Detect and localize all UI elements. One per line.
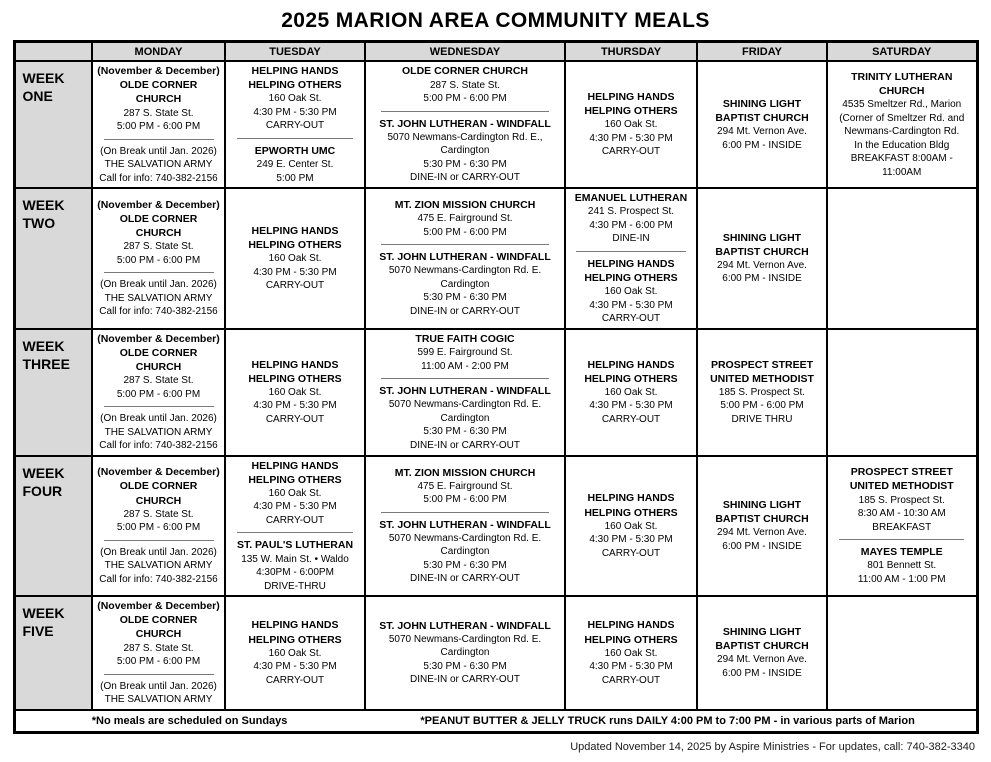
detail-line: 160 Oak St. bbox=[604, 286, 658, 298]
detail-line: DINE-IN or CARRY-OUT bbox=[409, 674, 520, 686]
detail-line: DINE-IN or CARRY-OUT bbox=[409, 439, 520, 451]
detail-line: 475 E. Fairground St. bbox=[417, 480, 513, 492]
detail-line: (On Break until Jan. 2026) bbox=[100, 145, 217, 157]
meal-entry bbox=[701, 231, 823, 286]
detail-line: 6:00 PM - INSIDE bbox=[722, 540, 802, 552]
detail-line: 5:00 PM - 6:00 PM bbox=[423, 93, 507, 104]
detail-line: 5:30 PM - 6:30 PM bbox=[423, 559, 507, 571]
detail-line: 160 Oak St. bbox=[268, 253, 322, 265]
venue-name-line: HELPING HANDS bbox=[587, 358, 675, 371]
meal-entry bbox=[369, 619, 561, 687]
detail-line: 6:00 PM - INSIDE bbox=[722, 139, 802, 151]
detail-line: 5:30 PM - 6:30 PM bbox=[423, 158, 507, 170]
detail-line: DRIVE-THRU bbox=[264, 580, 326, 592]
detail-line: THE SALVATION ARMY bbox=[104, 426, 213, 438]
venue-name-line: OLDE CORNER CHURCH bbox=[119, 212, 198, 240]
detail-line: 11:00 AM - 2:00 PM bbox=[421, 360, 509, 372]
meal-entry bbox=[369, 117, 561, 185]
venue-name-line: UNITED METHODIST bbox=[849, 480, 954, 493]
meal-cell-week5-wednesday bbox=[365, 596, 565, 710]
detail-line: 5:00 PM - 6:00 PM bbox=[116, 656, 201, 668]
detail-line: 241 S. Prospect St. bbox=[587, 206, 675, 218]
detail-line: 4535 Smeltzer Rd., Marion bbox=[842, 99, 962, 111]
meal-entry bbox=[569, 358, 693, 427]
detail-line: 135 W. Main St. • Waldo bbox=[241, 553, 349, 565]
meal-entry bbox=[569, 257, 693, 326]
detail-line: 5:00 PM - 6:00 PM bbox=[116, 121, 201, 133]
week-label-4: WEEK FOUR bbox=[14, 456, 92, 597]
detail-line: 4:30 PM - 5:30 PM bbox=[589, 534, 673, 546]
meal-entry bbox=[369, 518, 561, 586]
venue-name-line: ST. JOHN LUTHERAN - WINDFALL bbox=[379, 619, 551, 632]
detail-line: 8:30 AM - 10:30 AM bbox=[857, 508, 946, 520]
venue-name-line: HELPING OTHERS bbox=[584, 506, 678, 519]
meal-cell-week3-thursday bbox=[565, 329, 697, 456]
venue-name-line: OLDE CORNER CHURCH bbox=[119, 79, 198, 106]
meal-cell-week5-friday bbox=[697, 596, 827, 710]
venue-name-line: SHINING LIGHT bbox=[722, 97, 802, 110]
meal-cell-week4-monday bbox=[92, 456, 225, 597]
venue-name-line: MT. ZION MISSION CHURCH bbox=[394, 466, 536, 479]
meal-cell-week3-saturday bbox=[827, 329, 977, 456]
detail-line: Call for info: 740-382-2156 bbox=[99, 440, 218, 452]
week-label-5: WEEK FIVE bbox=[14, 596, 92, 710]
venue-name-line: HELPING HANDS bbox=[251, 358, 339, 371]
detail-line: Newmans-Cardington Rd. bbox=[844, 126, 960, 138]
detail-line: In the Education Bldg bbox=[854, 139, 950, 151]
venue-name-line: HELPING HANDS bbox=[587, 91, 675, 104]
meal-entry bbox=[96, 465, 221, 535]
week-row-4 bbox=[14, 456, 977, 597]
meal-cell-week2-friday bbox=[697, 188, 827, 329]
detail-line: THE SALVATION ARMY bbox=[104, 560, 213, 572]
detail-line: 160 Oak St. bbox=[604, 386, 658, 398]
footer-note-pbj-truck: *PEANUT BUTTER & JELLY TRUCK runs DAILY 4:00 PM to 7:00 PM - in various parts of Marion bbox=[420, 714, 915, 727]
venue-name-line: HELPING HANDS bbox=[587, 257, 675, 270]
detail-line: (On Break until Jan. 2026) bbox=[100, 279, 217, 291]
meal-cell-week4-tuesday bbox=[225, 456, 365, 597]
detail-line: CARRY-OUT bbox=[601, 146, 661, 158]
week-row-1 bbox=[14, 61, 977, 188]
detail-line: DINE-IN or CARRY-OUT bbox=[409, 573, 520, 585]
venue-name-line: BAPTIST CHURCH bbox=[715, 513, 809, 526]
column-header-tuesday: TUESDAY bbox=[225, 42, 365, 62]
meal-entry bbox=[701, 498, 823, 553]
week-label-1: WEEK ONE bbox=[14, 61, 92, 188]
detail-line: Cardington bbox=[440, 412, 490, 424]
detail-line: 5:00 PM - 6:00 PM bbox=[116, 388, 201, 400]
detail-line: CARRY-OUT bbox=[601, 413, 661, 425]
detail-line: CARRY-OUT bbox=[265, 120, 325, 132]
detail-line: 294 Mt. Vernon Ave. bbox=[717, 259, 807, 271]
detail-line: DINE-IN or CARRY-OUT bbox=[409, 305, 520, 317]
detail-line: 5:00 PM - 6:00 PM bbox=[720, 400, 804, 412]
venue-name-line: HELPING HANDS bbox=[251, 459, 339, 472]
meal-cell-week5-thursday bbox=[565, 596, 697, 710]
detail-line: DINE-IN or CARRY-OUT bbox=[409, 172, 520, 184]
detail-line: 5070 Newmans-Cardington Rd. E. bbox=[388, 532, 542, 544]
meal-entry bbox=[96, 680, 221, 707]
meal-entry bbox=[831, 465, 973, 534]
detail-line: 287 S. State St. bbox=[123, 508, 194, 520]
entry-divider bbox=[104, 139, 214, 140]
detail-line: (On Break until Jan. 2026) bbox=[100, 680, 217, 692]
detail-line: 4:30 PM - 5:30 PM bbox=[589, 132, 673, 144]
meal-cell-week2-tuesday bbox=[225, 188, 365, 329]
meal-cell-week5-tuesday bbox=[225, 596, 365, 710]
detail-line: 5:00 PM - 6:00 PM bbox=[423, 226, 507, 238]
detail-line: Call for info: 740-382-2156 bbox=[99, 306, 218, 318]
meal-entry bbox=[369, 250, 561, 318]
venue-name-line: EMANUEL LUTHERAN bbox=[574, 192, 688, 205]
detail-line: 801 Bennett St. bbox=[867, 560, 937, 572]
detail-line: 5:00 PM - 6:00 PM bbox=[116, 522, 201, 534]
venue-name-line: HELPING OTHERS bbox=[248, 473, 342, 486]
detail-line: CARRY-OUT bbox=[601, 674, 661, 686]
meal-cell-week3-wednesday bbox=[365, 329, 565, 456]
column-header-saturday: SATURDAY bbox=[827, 42, 977, 62]
meal-entry bbox=[229, 459, 361, 528]
detail-line: 5:00 PM - 6:00 PM bbox=[116, 254, 201, 266]
detail-line: Cardington bbox=[440, 546, 490, 558]
entry-divider bbox=[381, 378, 550, 379]
detail-line: 4:30 PM - 5:30 PM bbox=[589, 299, 673, 311]
footer-row bbox=[14, 710, 977, 733]
detail-line: THE SALVATION ARMY bbox=[104, 694, 213, 706]
detail-line: 5070 Newmans-Cardington Rd. E. bbox=[388, 265, 542, 277]
detail-line: CARRY-OUT bbox=[265, 674, 325, 686]
venue-name-line: (November & December) bbox=[97, 466, 220, 479]
venue-name-line: HELPING HANDS bbox=[251, 224, 339, 237]
detail-line: (On Break until Jan. 2026) bbox=[100, 546, 217, 558]
meal-entry bbox=[569, 491, 693, 560]
meal-cell-week1-thursday bbox=[565, 61, 697, 188]
venue-name-line: HELPING OTHERS bbox=[584, 372, 678, 385]
meal-cell-week2-monday bbox=[92, 188, 225, 329]
venue-name-line: HELPING HANDS bbox=[251, 619, 339, 632]
detail-line: 294 Mt. Vernon Ave. bbox=[717, 126, 807, 138]
detail-line: 11:00 AM - 1:00 PM bbox=[857, 573, 946, 585]
week-label-3: WEEK THREE bbox=[14, 329, 92, 456]
detail-line: BREAKFAST bbox=[872, 521, 932, 533]
venue-name-line: SHINING LIGHT bbox=[722, 231, 802, 244]
venue-name-line: UNITED METHODIST bbox=[710, 372, 814, 385]
meal-entry bbox=[701, 358, 823, 427]
entry-divider bbox=[237, 138, 353, 139]
meal-entry bbox=[229, 538, 361, 593]
detail-line: CARRY-OUT bbox=[601, 313, 661, 325]
venue-name-line: HELPING HANDS bbox=[587, 619, 675, 632]
meals-table bbox=[13, 40, 979, 734]
detail-line: BREAKFAST 8:00AM - 11:00AM bbox=[850, 153, 953, 178]
meal-entry bbox=[369, 198, 561, 239]
column-header-friday: FRIDAY bbox=[697, 42, 827, 62]
meal-cell-week1-wednesday bbox=[365, 61, 565, 188]
meal-entry bbox=[569, 618, 693, 687]
meal-entry bbox=[96, 599, 221, 669]
detail-line: Call for info: 740-382-2156 bbox=[99, 172, 218, 184]
venue-name-line: ST. PAUL'S LUTHERAN bbox=[236, 539, 354, 552]
venue-name-line: OLDE CORNER CHURCH bbox=[119, 480, 198, 507]
venue-name-line: SHINING LIGHT bbox=[722, 626, 802, 639]
detail-line: CARRY-OUT bbox=[265, 413, 325, 425]
venue-name-line: MT. ZION MISSION CHURCH bbox=[394, 199, 536, 212]
detail-line: 287 S. State St. bbox=[123, 107, 194, 119]
week-row-3 bbox=[14, 329, 977, 456]
detail-line: 160 Oak St. bbox=[604, 520, 658, 532]
detail-line: 6:00 PM - INSIDE bbox=[722, 667, 802, 679]
detail-line: 6:00 PM - INSIDE bbox=[722, 273, 802, 285]
entry-divider bbox=[104, 272, 214, 273]
meal-entry bbox=[96, 198, 221, 268]
detail-line: 4:30 PM - 5:30 PM bbox=[589, 661, 673, 673]
detail-line: 185 S. Prospect St. bbox=[718, 386, 806, 398]
page-title: 2025 MARION AREA COMMUNITY MEALS bbox=[281, 9, 710, 32]
detail-line: 5:30 PM - 6:30 PM bbox=[423, 292, 507, 304]
venue-name-line: CHURCH bbox=[879, 85, 925, 97]
detail-line: 5:00 PM - 6:00 PM bbox=[423, 494, 507, 506]
detail-line: CARRY-OUT bbox=[601, 547, 661, 559]
meal-entry bbox=[96, 278, 221, 319]
detail-line: 4:30PM - 6:00PM bbox=[256, 567, 334, 579]
detail-line: 4:30 PM - 5:30 PM bbox=[253, 661, 337, 673]
detail-line: 5:30 PM - 6:30 PM bbox=[423, 426, 507, 438]
detail-line: DINE-IN bbox=[612, 233, 650, 245]
venue-name-line: HELPING OTHERS bbox=[584, 105, 678, 118]
week-label-2: WEEK TWO bbox=[14, 188, 92, 329]
venue-name-line: PROSPECT STREET bbox=[710, 358, 814, 371]
venue-name-line: HELPING OTHERS bbox=[248, 633, 342, 646]
detail-line: 294 Mt. Vernon Ave. bbox=[717, 527, 807, 539]
venue-name-line: TRUE FAITH COGIC bbox=[415, 332, 515, 345]
meal-cell-week1-tuesday bbox=[225, 61, 365, 188]
venue-name-line: ST. JOHN LUTHERAN - WINDFALL bbox=[379, 117, 551, 130]
meal-entry bbox=[229, 358, 361, 427]
detail-line: 185 S. Prospect St. bbox=[858, 494, 945, 506]
venue-name-line: EPWORTH UMC bbox=[254, 144, 336, 157]
venue-name-line: TRINITY LUTHERAN bbox=[851, 70, 953, 83]
detail-line: 160 Oak St. bbox=[268, 487, 322, 499]
meal-entry bbox=[229, 618, 361, 687]
detail-line: 4:30 PM - 5:30 PM bbox=[253, 501, 337, 513]
venue-name-line: OLDE CORNER CHURCH bbox=[119, 614, 198, 641]
column-header-thursday: THURSDAY bbox=[565, 42, 697, 62]
detail-line: 249 E. Center St. bbox=[256, 159, 334, 171]
meal-entry bbox=[96, 64, 221, 134]
detail-line: 475 E. Fairground St. bbox=[417, 213, 513, 225]
entry-divider bbox=[104, 674, 214, 675]
detail-line: 287 S. State St. bbox=[429, 79, 501, 91]
meal-entry bbox=[701, 625, 823, 680]
meal-entry bbox=[369, 332, 561, 373]
venue-name-line: ST. JOHN LUTHERAN - WINDFALL bbox=[379, 251, 551, 264]
detail-line: CARRY-OUT bbox=[265, 280, 325, 292]
detail-line: 160 Oak St. bbox=[604, 119, 658, 131]
detail-line: 160 Oak St. bbox=[268, 647, 322, 659]
venue-name-line: BAPTIST CHURCH bbox=[715, 112, 809, 124]
meal-entry bbox=[229, 64, 361, 133]
venue-name-line: ST. JOHN LUTHERAN - WINDFALL bbox=[379, 385, 551, 398]
venue-name-line: OLDE CORNER CHURCH bbox=[119, 346, 198, 373]
detail-line: 4:30 PM - 5:30 PM bbox=[589, 400, 673, 412]
venue-name-line: HELPING OTHERS bbox=[584, 271, 678, 284]
column-header-monday: MONDAY bbox=[92, 42, 225, 62]
meal-entry bbox=[96, 332, 221, 402]
meal-cell-week3-tuesday bbox=[225, 329, 365, 456]
venue-name-line: SHINING LIGHT bbox=[722, 499, 802, 512]
venue-name-line: HELPING OTHERS bbox=[584, 633, 678, 646]
detail-line: 5:00 PM bbox=[276, 172, 314, 184]
detail-line: 5070 Newmans-Cardington Rd. E. bbox=[388, 399, 542, 411]
entry-divider bbox=[381, 512, 550, 513]
detail-line: 287 S. State St. bbox=[123, 375, 194, 387]
footer-note-sundays: *No meals are scheduled on Sundays bbox=[91, 714, 288, 727]
meal-entry bbox=[569, 90, 693, 159]
meal-entry bbox=[229, 224, 361, 293]
meal-cell-week1-friday bbox=[697, 61, 827, 188]
footer-cell bbox=[14, 710, 977, 733]
detail-line: 160 Oak St. bbox=[268, 93, 322, 105]
meal-cell-week5-saturday bbox=[827, 596, 977, 710]
meal-entry bbox=[831, 545, 973, 586]
detail-line: 5070 Newmans-Cardington Rd. E. bbox=[388, 633, 542, 645]
venue-name-line: OLDE CORNER CHURCH bbox=[402, 65, 528, 78]
detail-line: 4:30 PM - 5:30 PM bbox=[253, 106, 337, 118]
venue-name-line: (November & December) bbox=[97, 198, 220, 211]
entry-divider bbox=[576, 251, 685, 252]
meal-entry bbox=[569, 191, 693, 246]
meal-cell-week3-friday bbox=[697, 329, 827, 456]
meal-entry bbox=[369, 384, 561, 452]
detail-line: 160 Oak St. bbox=[268, 386, 322, 398]
entry-divider bbox=[104, 406, 214, 407]
venue-name-line: BAPTIST CHURCH bbox=[715, 245, 809, 258]
meal-entry bbox=[96, 546, 221, 587]
meal-cell-week4-wednesday bbox=[365, 456, 565, 597]
header-row bbox=[14, 42, 977, 62]
venue-name-line: HELPING HANDS bbox=[251, 65, 339, 77]
detail-line: CARRY-OUT bbox=[265, 514, 325, 526]
detail-line: 287 S. State St. bbox=[123, 642, 194, 654]
detail-line: 294 Mt. Vernon Ave. bbox=[717, 654, 807, 666]
detail-line: Call for info: 740-382-2156 bbox=[99, 573, 218, 585]
meal-entry bbox=[831, 70, 973, 179]
detail-line: 287 S. State St. bbox=[123, 241, 194, 253]
detail-line: 5:30 PM - 6:30 PM bbox=[423, 660, 507, 672]
venue-name-line: ST. JOHN LUTHERAN - WINDFALL bbox=[379, 518, 551, 531]
meal-entry bbox=[369, 64, 561, 105]
detail-line: 5070 Newmans-Cardington Rd. E., bbox=[387, 131, 543, 143]
entry-divider bbox=[839, 539, 964, 540]
meal-cell-week5-monday bbox=[92, 596, 225, 710]
detail-line: Cardington bbox=[440, 647, 490, 659]
meal-cell-week1-saturday bbox=[827, 61, 977, 188]
detail-line: THE SALVATION ARMY bbox=[104, 159, 213, 171]
week-row-5 bbox=[14, 596, 977, 710]
entry-divider bbox=[237, 532, 353, 533]
meal-cell-week2-thursday bbox=[565, 188, 697, 329]
detail-line: 4:30 PM - 5:30 PM bbox=[253, 400, 337, 412]
meal-entry bbox=[701, 97, 823, 152]
meal-entry bbox=[369, 466, 561, 507]
detail-line: 160 Oak St. bbox=[604, 647, 658, 659]
entry-divider bbox=[381, 244, 550, 245]
detail-line: 4:30 PM - 5:30 PM bbox=[253, 266, 337, 278]
updated-note: Updated November 14, 2025 by Aspire Ministries - For updates, call: 740-382-3340 bbox=[570, 741, 975, 753]
venue-name-line: MAYES TEMPLE bbox=[860, 546, 943, 559]
detail-line: THE SALVATION ARMY bbox=[104, 292, 213, 304]
detail-line: 599 E. Fairground St. bbox=[417, 347, 513, 359]
venue-name-line: HELPING HANDS bbox=[587, 492, 675, 505]
column-header-wednesday: WEDNESDAY bbox=[365, 42, 565, 62]
meal-cell-week4-friday bbox=[697, 456, 827, 597]
entry-divider bbox=[104, 540, 214, 541]
detail-line: DRIVE THRU bbox=[731, 413, 793, 425]
meal-entry bbox=[229, 144, 361, 185]
meal-cell-week4-thursday bbox=[565, 456, 697, 597]
venue-name-line: BAPTIST CHURCH bbox=[715, 640, 809, 653]
detail-line: 4:30 PM - 6:00 PM bbox=[589, 219, 673, 231]
meal-cell-week4-saturday bbox=[827, 456, 977, 597]
venue-name-line: HELPING OTHERS bbox=[248, 239, 342, 252]
corner-cell bbox=[14, 42, 92, 62]
meal-entry bbox=[96, 145, 221, 186]
week-row-2 bbox=[14, 188, 977, 329]
detail-line: (Corner of Smeltzer Rd. and bbox=[839, 112, 965, 124]
meal-cell-week2-saturday bbox=[827, 188, 977, 329]
detail-line: Cardington bbox=[440, 145, 490, 157]
meal-cell-week1-monday bbox=[92, 61, 225, 188]
meal-cell-week3-monday bbox=[92, 329, 225, 456]
venue-name-line: (November & December) bbox=[97, 600, 220, 613]
entry-divider bbox=[381, 111, 550, 112]
detail-line: Cardington bbox=[440, 278, 490, 290]
venue-name-line: PROSPECT STREET bbox=[850, 466, 953, 479]
venue-name-line: HELPING OTHERS bbox=[248, 372, 342, 385]
detail-line: (On Break until Jan. 2026) bbox=[100, 413, 217, 425]
venue-name-line: (November & December) bbox=[97, 65, 220, 77]
meal-entry bbox=[96, 412, 221, 453]
meal-cell-week2-wednesday bbox=[365, 188, 565, 329]
venue-name-line: HELPING OTHERS bbox=[248, 79, 342, 92]
venue-name-line: (November & December) bbox=[97, 332, 220, 345]
